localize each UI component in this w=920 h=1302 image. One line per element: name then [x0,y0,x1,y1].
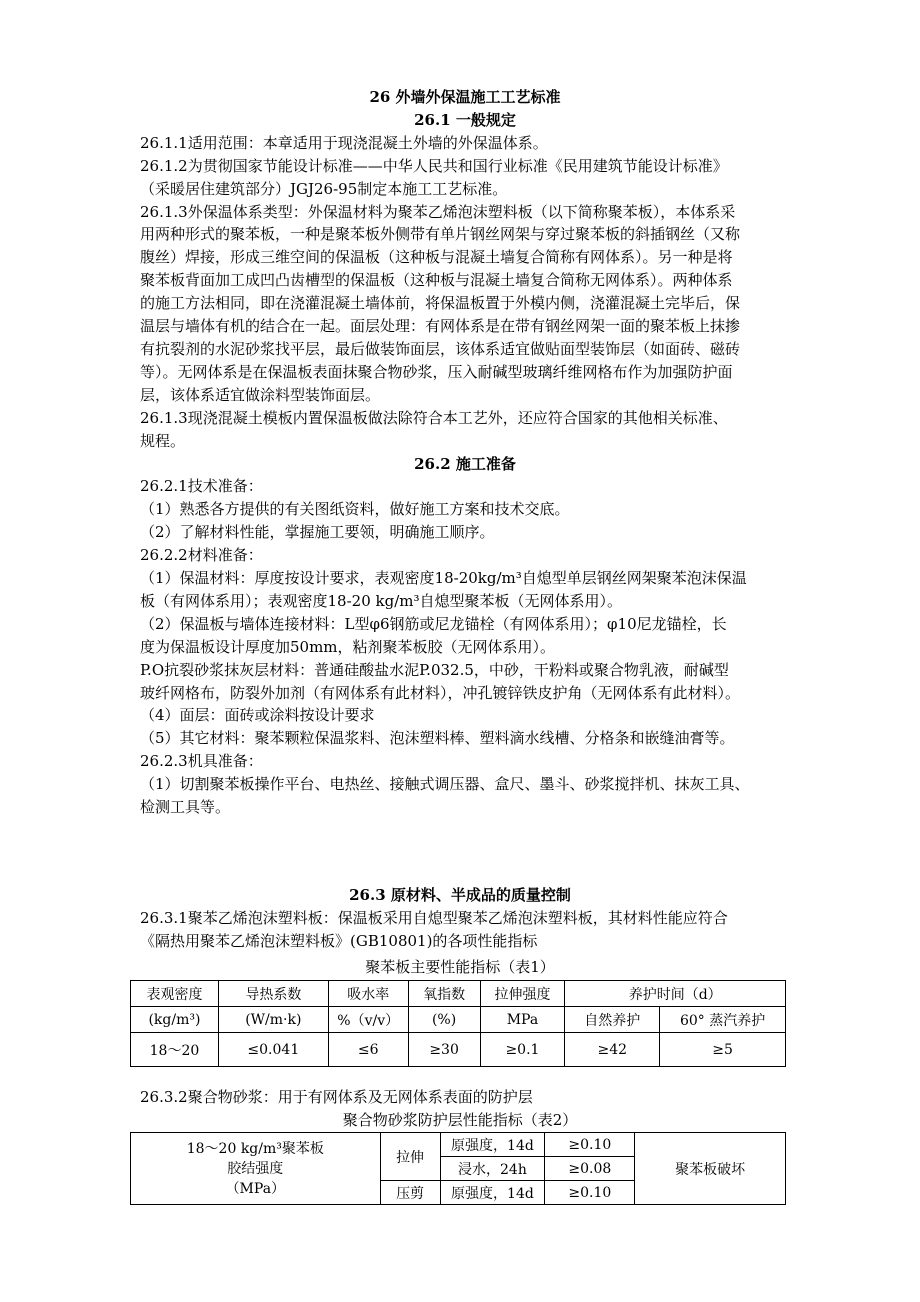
table-header-cell: 拉伸强度 [480,981,565,1007]
table2-caption: 聚合物砂浆防护层性能指标（表2） [342,1111,578,1129]
paragraph-line: （采暖居住建筑部分）JGJ26-95制定本施工工艺标准。 [140,179,508,198]
paragraph-line: 玻纤网格布，防裂外加剂（有网体系有此材料），冲孔镀锌铁皮护角（无网体系有此材料）。 [140,683,741,702]
table-cell: 压剪 [380,1181,440,1205]
table2-label-line: 18～20 kg/m³聚苯板 [186,1140,324,1157]
paragraph-line: 规程。 [140,431,186,450]
table2-label-cell [131,1133,381,1205]
table-cell: 原强度，14d [440,1133,545,1157]
paragraph-line: 检测工具等。 [140,798,231,817]
paragraph-line: 层，该体系适宜做涂料型装饰面层。 [140,385,381,404]
paragraph-line: 26.2.2材料准备： [140,546,263,565]
table-header-row [131,981,786,1007]
table-header-cell: 氧指数 [408,981,480,1007]
paragraph-line: 《隔热用聚苯乙烯泡沫塑料板》(GB10801)的各项性能指标 [140,932,538,950]
table-unit-row [131,1007,786,1033]
paragraph-line: 用两种形式的聚苯板，一种是聚苯板外侧带有单片钢丝网架与穿过聚苯板的斜插钢丝（又称 [140,225,741,244]
paragraph-line: 26.3.2聚合物砂浆：用于有网体系及无网体系表面的防护层 [140,1088,533,1106]
paragraph-line: （4）面层：面砖或涂料按设计要求 [140,706,375,725]
table-unit-cell: MPa [480,1007,565,1033]
table-cell: ≤0.041 [218,1033,328,1067]
paragraph-line: 等）。无网体系是在保温板表面抹聚合物砂浆，压入耐碱型玻璃纤维网格布作为加强防护面 [140,362,733,381]
section-26-2-body [140,475,790,819]
paragraph-line: （1）切割聚苯板操作平台、电热丝、接触式调压器、盒尺、墨斗、砂浆搅拌机、抹灰工具、 [140,775,750,794]
section-heading-26-3: 26.3 原材料、半成品的质量控制 [349,886,571,904]
paragraph-line: 聚苯板背面加工成凹凸齿槽型的保温板（这种板与混凝土墙复合简称无网体系）。两种体系 [140,271,733,290]
table1 [130,980,786,1067]
paragraph-line: 有抗裂剂的水泥砂浆找平层，最后做装饰面层，该体系适宜做贴面型装饰层（如面砖、磁砖 [140,339,741,358]
paragraph-line: 26.1.1适用范围：本章适用于现浇混凝土外墙的外保温体系。 [140,133,548,152]
table-cell: ≥30 [408,1033,480,1067]
section-heading-26-1: 26.1 一般规定 [414,110,516,129]
table-cell: ≥0.10 [545,1181,635,1205]
table-cell: 原强度，14d [440,1181,545,1205]
table-cell: 聚苯板破坏 [635,1133,786,1205]
paragraph-line: 26.1.2为贯彻国家节能设计标准——中华人民共和国行业标准《民用建筑节能设计标准》 [140,156,728,175]
paragraph-line: P.O抗裂砂浆抹灰层材料：普通硅酸盐水泥P.032.5，中砂，干粉料或聚合物乳液，耐碱型 [140,660,729,679]
table-unit-cell: (%) [408,1007,480,1033]
paragraph-line: 温层与墙体有机的结合在一起。面层处理：有网体系是在带有钢丝网架一面的聚苯板上抹掺 [140,317,741,336]
table2-label-line: 胶结强度 [227,1160,284,1177]
table-header-cell: 养护时间（d） [565,981,786,1007]
table-cell: 18～20 [131,1033,219,1067]
table-row [131,1133,786,1157]
paragraph-line: （1）保温材料：厚度按设计要求，表观密度18-20kg/m³自熄型单层钢丝网架聚苯泡沫保温 [140,569,747,588]
paragraph-line: 板（有网体系用）；表观密度18-20 kg/m³自熄型聚苯板（无网体系用）。 [140,591,622,610]
table-unit-cell: (kg/m³) [131,1007,219,1033]
paragraph-line: 26.2.1技术准备： [140,477,263,496]
section-heading-26-2: 26.2 施工准备 [414,454,516,473]
table-cell: ≥0.10 [545,1133,635,1157]
table-header-cell: 导热系数 [218,981,328,1007]
table-unit-cell: (W/m·k) [218,1007,328,1033]
document-body [140,86,790,819]
paragraph-line: （5）其它材料：聚苯颗粒保温浆料、泡沫塑料棒、塑料滴水线槽、分格条和嵌缝油膏等。 [140,729,735,748]
table-unit-cell: 60° 蒸汽养护 [660,1007,786,1033]
paragraph-line: 26.2.3机具准备： [140,752,263,771]
paragraph-line: （2）了解材料性能，掌握施工要领，明确施工顺序。 [140,523,495,542]
paragraph-line: 26.3.1聚苯乙烯泡沫塑料板：保温板采用自熄型聚苯乙烯泡沫塑料板，其材料性能应符合 [140,909,728,927]
table-unit-cell: %（v/v） [328,1007,408,1033]
paragraph-line: 26.1.3外保温体系类型：外保温材料为聚苯乙烯泡沫塑料板（以下简称聚苯板），本体系采 [140,202,736,221]
section-26-1-body [140,132,790,453]
table-row [131,1033,786,1067]
table1-caption: 聚苯板主要性能指标（表1） [365,958,555,976]
paragraph-line: 的施工方法相同，即在浇灌混凝土墙体前，将保温板置于外模内侧，浇灌混凝土完毕后，保 [140,294,741,313]
paragraph-line: 度为保温板设计厚度加50mm，粘剂聚苯板胶（无网体系用）。 [140,637,556,656]
table-cell: ≥0.08 [545,1157,635,1181]
table-cell: ≤6 [328,1033,408,1067]
table2-label-line: （MPa） [225,1180,286,1197]
table2 [130,1132,786,1205]
paragraph-line: （2）保温板与墙体连接材料：L型φ6钢筋或尼龙锚栓（有网体系用）；φ10尼龙锚栓，长 [140,614,727,633]
paragraph-line: 腹丝）焊接，形成三维空间的保温板（这种板与混凝土墙复合简称有网体系）。另一种是将 [140,248,733,267]
table-header-cell: 吸水率 [328,981,408,1007]
table-unit-cell: 自然养护 [565,1007,660,1033]
table-cell: 拉伸 [380,1133,440,1181]
table-cell: ≥0.1 [480,1033,565,1067]
paragraph-line: （1）熟悉各方提供的有关图纸资料，做好施工方案和技术交底。 [140,500,570,519]
table-cell: 浸水，24h [440,1157,545,1181]
table-cell: ≥5 [660,1033,786,1067]
table-cell: ≥42 [565,1033,660,1067]
table-header-cell: 表观密度 [131,981,219,1007]
page-title: 26 外墙外保温施工工艺标准 [369,88,561,106]
paragraph-line: 26.1.3现浇混凝土模板内置保温板做法除符合本工艺外，还应符合国家的其他相关标准、 [140,408,728,427]
